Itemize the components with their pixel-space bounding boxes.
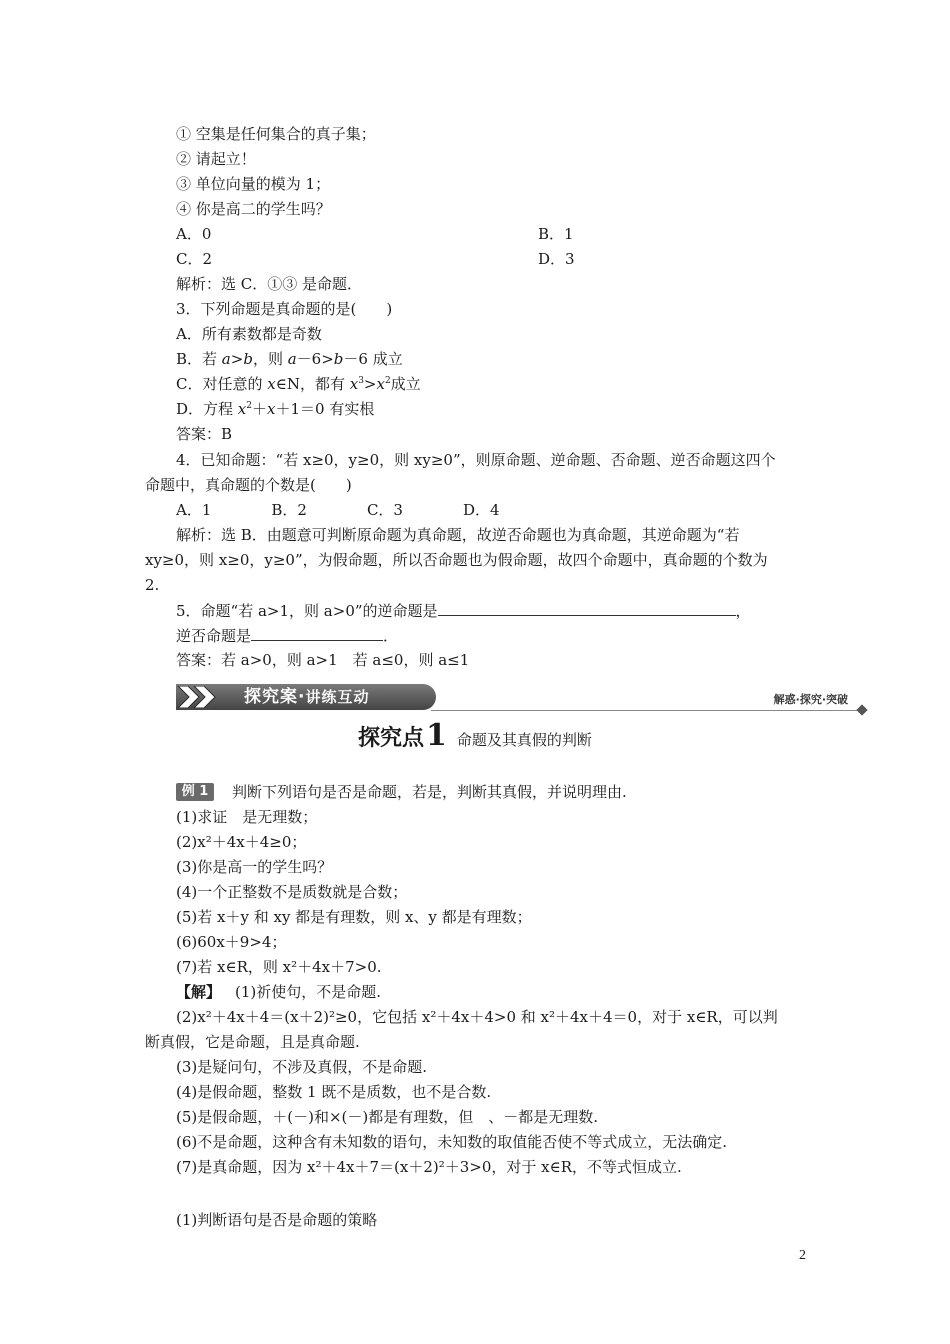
example-item-2: (2)x²＋4x＋4≥0；: [176, 833, 307, 851]
solution-line-3: 断真假，它是命题，且是真命题.: [145, 1033, 360, 1051]
q4-stem-line2: 命题中，真命题的个数是( ): [145, 476, 352, 494]
q2-option-b: B．1: [538, 225, 574, 243]
solution-line-8: (7)是真命题，因为 x²＋4x＋7＝(x＋2)²＋3>0，对于 x∈R，不等式恒成立.: [176, 1158, 682, 1176]
q3-option-c: C．对任意的 x∈N，都有 $x^3>x^2$成立: [176, 375, 421, 393]
example-stem: 判断下列语句是否是命题，若是，判断其真假，并说明理由.: [232, 783, 627, 801]
example-item-4: (4)一个正整数不是质数就是合数；: [176, 883, 408, 901]
example-badge: 例 1: [176, 783, 214, 801]
q4-stem-line1: 4．已知命题：“若 x≥0，y≥0，则 xy≥0”，则原命题、逆命题、否命题、逆否命题这四个: [176, 451, 776, 469]
example-item-7: (7)若 x∈R，则 x²＋4x＋7>0.: [176, 958, 382, 976]
q2-item-3: ③ 单位向量的模为 1；: [176, 175, 331, 193]
q3-option-d: D．方程 $x^2+x+1=0$ 有实根: [176, 400, 375, 418]
section-banner: [176, 680, 866, 714]
q5-stem-line1: 5．命题“若 a>1，则 a>0”的逆命题是 ，: [176, 602, 751, 620]
solution-line-5: (4)是假命题，整数 1 既不是质数，也不是合数.: [176, 1083, 492, 1101]
section-subtitle: 命题及其真假的判断: [456, 731, 592, 749]
section-label: 探究点: [358, 726, 425, 751]
page-number: 2: [799, 1248, 806, 1263]
q4-analysis-line2: xy≥0，则 x≥0，y≥0”，为假命题，所以否命题也为假命题，故四个命题中，真命题的个数为: [145, 551, 768, 569]
banner-tagline: 解惑·探究·突破: [773, 693, 848, 706]
q5-answer: 答案：若 a>0，则 a>1 若 a≤0，则 a≤1: [176, 651, 470, 669]
banner-rule: [431, 710, 860, 711]
solution-line-1: 【解】 (1)祈使句，不是命题.: [176, 983, 382, 1001]
q5-blank-2[interactable]: [251, 625, 383, 641]
q2-option-c: C．2: [176, 250, 213, 268]
solution-line-2: (2)x²＋4x＋4＝(x＋2)²≥0，它包括 x²＋4x＋4>0 和 x²＋4x＋4＝0，对于 x∈R，可以判: [176, 1008, 778, 1026]
q2-analysis: 解析：选 C．①③ 是命题．: [176, 275, 363, 293]
example-item-1: (1)求证 是无理数；: [176, 808, 318, 826]
section-title: [358, 718, 592, 752]
q3-stem: 3．下列命题是真命题的是( ): [176, 300, 393, 318]
example-item-5: (5)若 x＋y 和 xy 都是有理数，则 x、y 都是有理数；: [176, 908, 532, 926]
q3-option-a: A．所有素数都是奇数: [176, 325, 322, 343]
q2-item-2: ② 请起立！: [176, 150, 256, 168]
q4-analysis-line1: 解析：选 B．由题意可判断原命题为真命题，故逆否命题也为真命题，其逆命题为“若: [176, 526, 740, 544]
chevron-arrows-icon: [178, 686, 236, 708]
solution-line-6: (5)是假命题，＋(－)和×(－)都是有理数，但 、－都是无理数.: [176, 1108, 598, 1126]
q4-analysis-line3: 2.: [145, 576, 160, 594]
solution-label: 【解】: [176, 983, 222, 1001]
q5-stem-line2: 逆否命题是 ．: [176, 627, 399, 645]
diamond-icon: [856, 704, 867, 715]
section-number: 1: [426, 718, 447, 753]
banner-title: 探究案·讲练互动: [244, 687, 370, 707]
solution-line-4: (3)是疑问句，不涉及真假，不是命题.: [176, 1058, 428, 1076]
q4-options: A．1 B．2 C．3 D．4: [176, 501, 500, 519]
example-item-3: (3)你是高一的学生吗？: [176, 858, 333, 876]
q2-option-d: D．3: [538, 250, 575, 268]
q2-item-4: ④ 你是高二的学生吗？: [176, 200, 331, 218]
q3-answer: 答案：B: [176, 425, 233, 443]
q2-option-a: A．0: [176, 225, 212, 243]
method-heading: (1)判断语句是否是命题的策略: [176, 1211, 378, 1229]
q3-option-b: B．若 a>b，则 a－6>b－6 成立: [176, 350, 403, 368]
example-item-6: (6)60x＋9>4；: [176, 933, 287, 951]
solution-line-7: (6)不是命题，这种含有未知数的语句，未知数的取值能否使不等式成立，无法确定.: [176, 1133, 728, 1151]
q2-item-1: ① 空集是任何集合的真子集；: [176, 125, 376, 143]
q5-blank-1[interactable]: [438, 600, 736, 616]
